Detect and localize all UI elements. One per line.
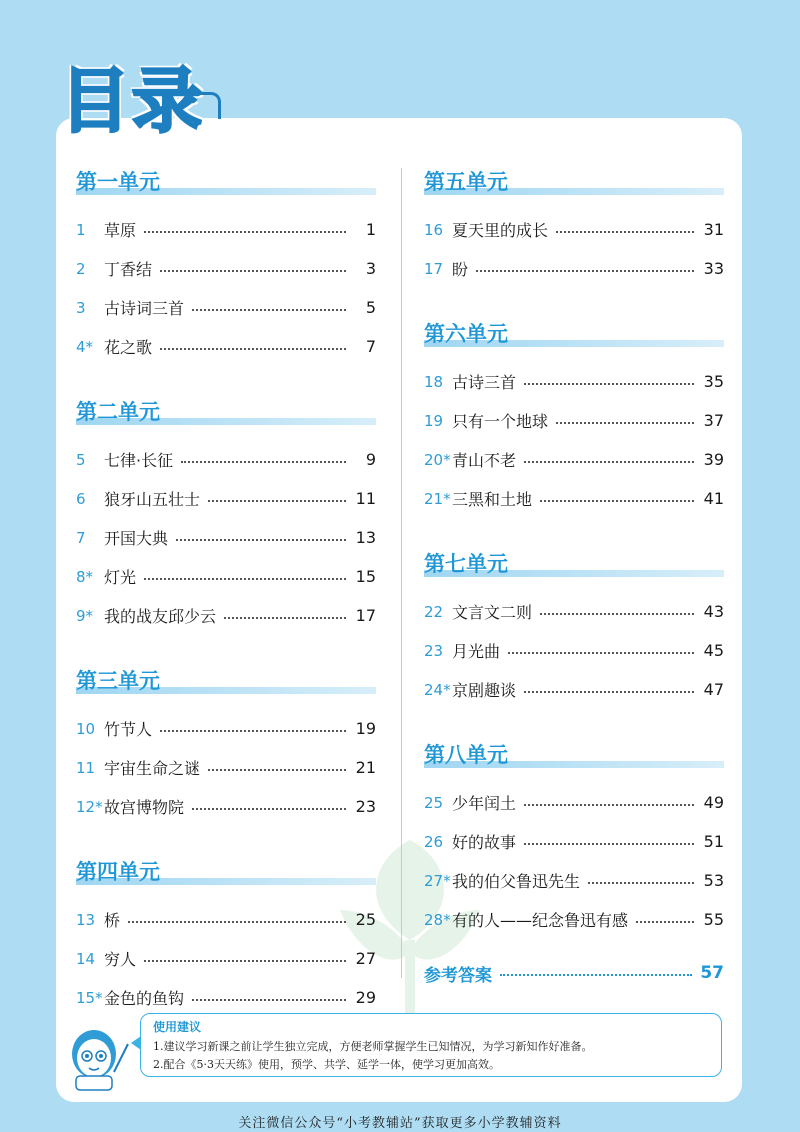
unit-title: 第五单元 xyxy=(424,169,508,194)
dot-leader xyxy=(556,422,694,424)
lesson-title: 京剧趣谈 xyxy=(452,681,517,700)
toc-entry[interactable] xyxy=(424,249,724,288)
lesson-title: 好的故事 xyxy=(452,833,517,852)
toc-entry[interactable] xyxy=(76,440,376,479)
lesson-title: 我的伯父鲁迅先生 xyxy=(452,872,581,891)
toc-entry[interactable] xyxy=(424,210,724,249)
toc-entry[interactable] xyxy=(424,783,724,822)
toc-entry[interactable] xyxy=(76,327,376,366)
lesson-number: 7 xyxy=(76,528,86,547)
page-number: 27 xyxy=(355,949,376,968)
page-number: 33 xyxy=(703,259,724,278)
unit-title: 第一单元 xyxy=(76,169,160,194)
lesson-number: 25 xyxy=(424,793,444,812)
lesson-number: 24* xyxy=(424,680,451,699)
dot-leader xyxy=(160,348,346,350)
lesson-title: 三黑和土地 xyxy=(452,490,533,509)
lesson-number: 16 xyxy=(424,220,444,239)
toc-entry[interactable] xyxy=(76,210,376,249)
unit-title: 第三单元 xyxy=(76,668,160,693)
dot-leader xyxy=(540,500,694,502)
lesson-title: 穷人 xyxy=(104,950,137,969)
page-number: 25 xyxy=(355,910,376,929)
page-number: 29 xyxy=(355,988,376,1007)
lesson-title: 只有一个地球 xyxy=(452,412,549,431)
dot-leader xyxy=(128,921,346,923)
unit-heading xyxy=(424,548,724,586)
dot-leader xyxy=(476,270,694,272)
speech-pointer xyxy=(131,1036,141,1050)
unit-heading xyxy=(76,856,376,894)
unit-heading xyxy=(424,318,724,356)
dot-leader xyxy=(508,652,694,654)
dot-leader xyxy=(144,578,346,580)
lesson-number: 2 xyxy=(76,259,86,278)
dot-leader xyxy=(144,231,346,233)
answers-entry[interactable] xyxy=(424,953,724,993)
lesson-title: 盼 xyxy=(452,260,469,279)
lesson-number: 6 xyxy=(76,489,86,508)
dot-leader xyxy=(144,960,346,962)
dot-leader xyxy=(192,808,346,810)
lesson-title: 桥 xyxy=(104,911,121,930)
toc-entry[interactable] xyxy=(76,900,376,939)
page-number: 17 xyxy=(355,606,376,625)
lesson-title: 少年闰土 xyxy=(452,794,517,813)
dot-leader xyxy=(588,882,694,884)
toc-entry[interactable] xyxy=(76,787,376,826)
toc-entry[interactable] xyxy=(76,709,376,748)
dot-leader xyxy=(524,461,694,463)
lesson-number: 18 xyxy=(424,372,444,391)
unit-heading xyxy=(424,166,724,204)
lesson-number: 10 xyxy=(76,719,96,738)
lesson-number: 11 xyxy=(76,758,96,777)
tips-line-1: 1.建议学习新课之前让学生独立完成，方便老师掌握学生已知情况，为学习新知作好准备。 xyxy=(153,1040,593,1053)
lesson-title: 开国大典 xyxy=(104,529,169,548)
dot-leader xyxy=(192,309,346,311)
page-number: 9 xyxy=(365,450,376,469)
lesson-number: 5 xyxy=(76,450,86,469)
page-number: 45 xyxy=(703,641,724,660)
toc-entry[interactable] xyxy=(424,670,724,709)
page-number: 11 xyxy=(355,489,376,508)
lesson-number: 1 xyxy=(76,220,86,239)
footer-note: 关注微信公众号“小考教辅站”获取更多小学教辅资料 xyxy=(238,1116,562,1131)
lesson-number: 21* xyxy=(424,489,451,508)
toc-entry[interactable] xyxy=(76,557,376,596)
page-number: 31 xyxy=(703,220,724,239)
unit-heading xyxy=(76,166,376,204)
toc-entry[interactable] xyxy=(76,288,376,327)
toc-entry[interactable] xyxy=(76,479,376,518)
answers-page-number: 57 xyxy=(700,963,724,983)
lesson-number: 12* xyxy=(76,797,103,816)
unit-spacer xyxy=(424,518,724,548)
usage-tips-box xyxy=(140,1013,722,1077)
lesson-number: 8* xyxy=(76,567,94,586)
unit-title: 第八单元 xyxy=(424,742,508,767)
page-title: 目录 xyxy=(60,60,204,142)
lesson-number: 14 xyxy=(76,949,96,968)
toc-entry[interactable] xyxy=(424,401,724,440)
lesson-title: 狼牙山五壮士 xyxy=(104,490,201,509)
dot-leader xyxy=(160,270,346,272)
unit-title: 第六单元 xyxy=(424,321,508,346)
lesson-title: 古诗词三首 xyxy=(104,299,185,318)
lesson-title: 七律·长征 xyxy=(104,451,174,470)
page-number: 37 xyxy=(703,411,724,430)
page-number: 1 xyxy=(365,220,376,239)
right-column xyxy=(424,166,724,993)
title-decoration xyxy=(190,92,221,119)
lesson-number: 28* xyxy=(424,910,451,929)
page-number: 15 xyxy=(355,567,376,586)
toc-entry[interactable] xyxy=(424,592,724,631)
page-number: 21 xyxy=(355,758,376,777)
lesson-number: 9* xyxy=(76,606,94,625)
toc-entry[interactable] xyxy=(76,939,376,978)
toc-entry[interactable] xyxy=(76,518,376,557)
toc-entry[interactable] xyxy=(76,978,376,1017)
page-number: 35 xyxy=(703,372,724,391)
lesson-title: 有的人——纪念鲁迅有感 xyxy=(452,911,629,930)
dot-leader xyxy=(181,461,346,463)
lesson-number: 13 xyxy=(76,910,96,929)
dot-leader xyxy=(636,921,694,923)
lesson-number: 19 xyxy=(424,411,444,430)
toc-entry[interactable] xyxy=(76,748,376,787)
dot-leader xyxy=(208,769,346,771)
lesson-title: 宇宙生命之谜 xyxy=(104,759,201,778)
page-number: 51 xyxy=(703,832,724,851)
dot-leader xyxy=(500,974,692,976)
toc-entry[interactable] xyxy=(424,900,724,939)
page-number: 13 xyxy=(355,528,376,547)
lesson-number: 23 xyxy=(424,641,444,660)
toc-entry[interactable] xyxy=(76,596,376,635)
dot-leader xyxy=(524,691,694,693)
page-number: 43 xyxy=(703,602,724,621)
answers-label: 参考答案 xyxy=(424,965,492,986)
lesson-number: 22 xyxy=(424,602,444,621)
lesson-title: 故宫博物院 xyxy=(104,798,185,817)
page-number: 49 xyxy=(703,793,724,812)
unit-heading xyxy=(424,739,724,777)
lesson-title: 草原 xyxy=(104,221,137,240)
lesson-title: 月光曲 xyxy=(452,642,501,661)
column-divider xyxy=(401,168,402,978)
unit-title: 第四单元 xyxy=(76,859,160,884)
mascot-illustration xyxy=(62,1020,132,1092)
toc-entry[interactable] xyxy=(424,362,724,401)
page-number: 39 xyxy=(703,450,724,469)
page-number: 53 xyxy=(703,871,724,890)
dot-leader xyxy=(524,804,694,806)
dot-leader xyxy=(176,539,346,541)
dot-leader xyxy=(556,231,694,233)
toc-entry[interactable] xyxy=(424,631,724,670)
page-number: 3 xyxy=(365,259,376,278)
left-column xyxy=(76,166,376,1017)
dot-leader xyxy=(524,843,694,845)
unit-heading xyxy=(76,396,376,434)
lesson-title: 文言文二则 xyxy=(452,603,533,622)
toc-entry[interactable] xyxy=(424,440,724,479)
lesson-title: 古诗三首 xyxy=(452,373,517,392)
lesson-title: 花之歌 xyxy=(104,338,153,357)
unit-title: 第二单元 xyxy=(76,399,160,424)
dot-leader xyxy=(208,500,346,502)
lesson-number: 27* xyxy=(424,871,451,890)
lesson-title: 夏天里的成长 xyxy=(452,221,549,240)
page-number: 41 xyxy=(703,489,724,508)
toc-entry[interactable] xyxy=(424,822,724,861)
lesson-title: 灯光 xyxy=(104,568,137,587)
unit-spacer xyxy=(76,635,376,665)
unit-heading xyxy=(76,665,376,703)
page-number: 23 xyxy=(355,797,376,816)
lesson-title: 我的战友邱少云 xyxy=(104,607,217,626)
unit-spacer xyxy=(76,826,376,856)
lesson-number: 17 xyxy=(424,259,444,278)
lesson-number: 15* xyxy=(76,988,103,1007)
dot-leader xyxy=(224,617,346,619)
dot-leader xyxy=(524,383,694,385)
lesson-number: 3 xyxy=(76,298,86,317)
dot-leader xyxy=(540,613,694,615)
unit-spacer xyxy=(76,366,376,396)
page-number: 55 xyxy=(703,910,724,929)
unit-title: 第七单元 xyxy=(424,551,508,576)
page-number: 19 xyxy=(355,719,376,738)
dot-leader xyxy=(160,730,346,732)
toc-entry[interactable] xyxy=(76,249,376,288)
dot-leader xyxy=(192,999,346,1001)
page-number: 5 xyxy=(365,298,376,317)
lesson-title: 金色的鱼钩 xyxy=(104,989,185,1008)
lesson-title: 青山不老 xyxy=(452,451,517,470)
lesson-title: 丁香结 xyxy=(104,260,153,279)
toc-entry[interactable] xyxy=(424,861,724,900)
page-number: 47 xyxy=(703,680,724,699)
lesson-number: 4* xyxy=(76,337,94,356)
toc-entry[interactable] xyxy=(424,479,724,518)
page-number: 7 xyxy=(365,337,376,356)
unit-spacer xyxy=(424,709,724,739)
lesson-number: 20* xyxy=(424,450,451,469)
tips-line-2: 2.配合《5·3天天练》使用，预学、共学、延学一体，使学习更加高效。 xyxy=(153,1058,500,1071)
unit-spacer xyxy=(424,288,724,318)
tips-title: 使用建议 xyxy=(153,1020,202,1034)
lesson-number: 26 xyxy=(424,832,444,851)
lesson-title: 竹节人 xyxy=(104,720,153,739)
